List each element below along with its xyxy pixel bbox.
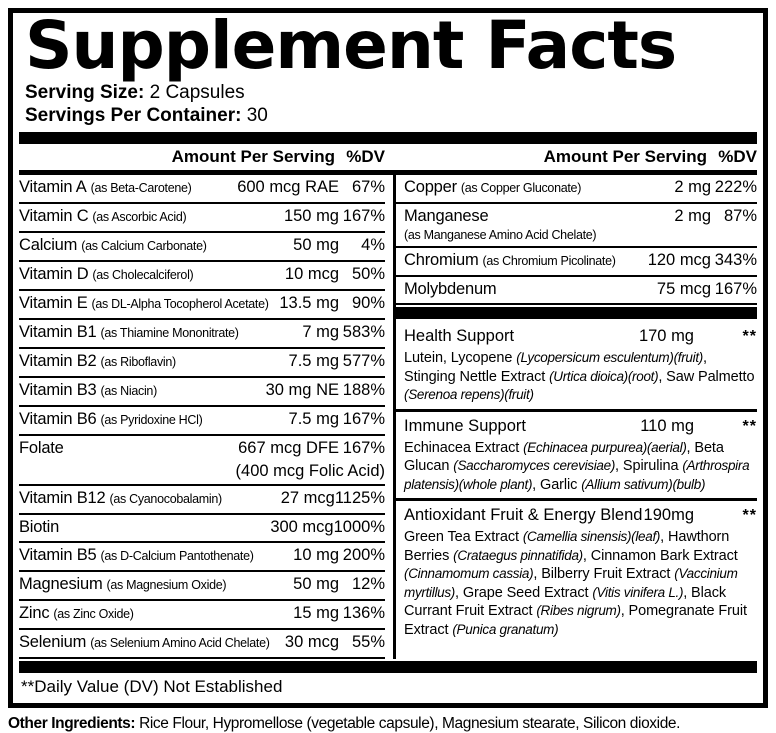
nutrient-row [19,233,385,262]
nutrient-amount: 2 mg [674,207,711,226]
blend-name: Immune Support [404,416,526,435]
nutrient-row [19,407,385,436]
blend-amount: 170 mg [638,327,694,346]
bottom-divider-bar [19,661,757,673]
nutrient-dv: 1125% [334,489,385,508]
ingredient-text: , Grape Seed Extract [455,584,593,601]
botanical-name: (Serenoa repens)(fruit) [404,387,534,403]
nutrient-form: (as Selenium Amino Acid Chelate) [90,636,270,651]
nutrient-name: Vitamin A (as Beta-Carotene) [19,178,192,197]
botanical-name: (Ribes nigrum) [536,603,621,619]
other-ingredients-label: Other Ingredients: [8,715,136,733]
nutrient-form: (as Copper Gluconate) [460,181,582,196]
nutrient-amount: 50 mg [293,575,339,594]
nutrient-row-line [404,177,757,199]
nutrient-dv: 90% [351,294,385,313]
nutrient-dv: 577% [342,352,385,371]
nutrient-amount: 10 mcg [284,265,339,284]
nutrient-row [19,320,385,349]
nutrient-row [19,175,385,204]
servings-per-container-value: 30 [246,105,268,127]
nutrient-dv: 200% [342,546,385,565]
serving-size-value: 2 Capsules [149,82,245,104]
ingredient-text: Lutein, Lycopene [404,350,517,367]
nutrient-row-line [19,177,385,199]
blend-header [404,415,757,438]
botanical-name: (Allium sativum)(bulb) [581,476,706,492]
blend-name: Antioxidant Fruit & Energy Blend [404,506,643,525]
nutrient-name: Folate [19,439,64,458]
nutrient-dv: 4% [361,236,385,255]
nutrient-row [19,262,385,291]
nutrient-dv: 583% [342,323,385,342]
left-column-header [19,147,393,167]
nutrient-form: (as Pyridoxine HCl) [100,413,203,428]
nutrient-dv: 136% [342,604,385,623]
nutrient-form: (as Beta-Carotene) [90,181,192,196]
top-divider-bar [19,132,757,144]
nutrient-row [396,248,757,277]
nutrient-amount: 7.5 mg [288,410,339,429]
nutrient-amount: 600 mcg RAE [237,178,339,197]
botanical-name: (Arthrospira platensis)(whole plant) [404,458,750,492]
nutrient-amount: 75 mcg [656,280,711,299]
nutrient-dv: 188% [342,381,385,400]
botanical-name: (Vitis vinifera L.) [592,584,684,600]
nutrient-row-line [19,603,385,625]
nutrient-form: (as Cholecalciferol) [92,268,194,283]
nutrient-row [396,277,757,305]
panel-title: Supplement Facts [25,7,677,84]
ingredient-text: , Pomegranate Fruit Extract [404,603,747,638]
nutrient-row-line [19,517,385,538]
ingredient-text: , Beta Glucan [404,439,724,475]
blend-dv-asterisks: ** [742,328,757,346]
nutrient-amount: 30 mcg [284,633,339,652]
botanical-name: (Urtica dioica)(root) [549,368,659,384]
nutrient-row [19,436,385,486]
blend-amount: 110 mg [640,416,694,435]
nutrient-dv: 12% [351,575,385,594]
ingredient-text: , Garlic [532,476,582,493]
servings-per-container-label: Servings Per Container: [25,105,242,127]
botanical-name: (Cinnamomum cassia) [404,566,534,582]
blend-header [404,504,757,527]
nutrient-row-line [19,545,385,567]
blend-ingredients [404,527,757,639]
nutrient-amount: 10 mg [293,546,339,565]
botanical-name: (Punica granatum) [452,621,559,637]
nutrient-dv: 167% [342,439,385,458]
nutrient-amount: 7 mg [302,323,339,342]
nutrient-amount: 50 mg [293,236,339,255]
dv-header: %DV [346,147,385,167]
nutrient-row-line [19,409,385,431]
nutrient-row [19,543,385,572]
nutrient-row [19,291,385,320]
nutrient-form: (as Calcium Carbonate) [81,239,207,254]
botanical-name: (Crataegus pinnatifida) [453,547,583,563]
nutrient-amount: 120 mcg [647,251,711,270]
nutrient-row [19,515,385,543]
right-column-header [393,147,757,167]
blend-name: Health Support [404,327,515,346]
nutrient-form: (as Magnesium Oxide) [106,578,227,593]
nutrient-row-line [19,488,385,510]
nutrient-amount: 27 mcg [280,489,335,508]
amount-per-serving-header: Amount Per Serving [171,147,335,167]
nutrient-form: (as Cyanocobalamin) [109,492,222,507]
nutrient-name: Calcium (as Calcium Carbonate) [19,236,207,255]
nutrient-form: (as Chromium Picolinate) [482,254,616,269]
nutrient-row [19,572,385,601]
right-nutrient-column [393,175,757,659]
ingredient-text: , Bilberry Fruit Extract [533,566,675,583]
nutrient-dv: 167% [342,207,385,226]
nutrient-form: (as D-Calcium Pantothenate) [100,549,254,564]
nutrient-name: Vitamin B6 (as Pyridoxine HCl) [19,410,203,429]
other-ingredients-line [8,715,768,733]
nutrient-name: Chromium (as Chromium Picolinate) [404,251,616,270]
nutrient-row-line [19,293,385,315]
daily-value-footnote: **Daily Value (DV) Not Established [21,677,283,697]
nutrient-form: (as Riboflavin) [100,355,176,370]
ingredient-text: , Cinnamon Bark Extract [582,547,738,564]
amount-per-serving-header: Amount Per Serving [543,147,707,167]
nutrient-row-line [19,574,385,596]
ingredient-text: Green Tea Extract [404,529,523,546]
left-nutrient-column [19,175,393,659]
nutrient-amount: 7.5 mg [288,352,339,371]
nutrient-name: Vitamin B12 (as Cyanocobalamin) [19,489,222,508]
other-ingredients-text: Rice Flour, Hypromellose (vegetable capsule), Magnesium stearate, Silicon dioxide. [135,715,681,733]
nutrient-row [19,630,385,659]
nutrient-dv: 67% [351,178,385,197]
botanical-name: (Saccharomyces cerevisiae) [453,458,616,474]
nutrient-columns [19,175,757,659]
ingredient-text: , Spirulina [615,458,683,475]
blend-dv-asterisks: ** [742,417,757,435]
nutrient-name: Vitamin C (as Ascorbic Acid) [19,207,187,226]
blend-section [396,498,757,643]
nutrient-row-line [19,438,385,459]
nutrient-row-line [19,235,385,257]
nutrient-name: Zinc (as Zinc Oxide) [19,604,134,623]
ingredient-text: , Stinging Nettle Extract [404,350,707,385]
ingredient-text: , Hawthorn Berries [404,529,730,564]
nutrient-row [396,204,757,248]
blend-ingredients [404,348,757,405]
nutrient-row-line [19,351,385,373]
nutrient-row [19,349,385,378]
blend-amount: 190mg [643,506,694,525]
nutrient-amount: 150 mg [283,207,339,226]
nutrient-amount-secondary: (400 mcg Folic Acid) [235,462,385,481]
nutrient-dv: 167% [342,410,385,429]
blends-divider-bar [396,307,757,319]
nutrient-dv: 222% [714,178,757,197]
nutrient-amount: 667 mcg DFE [238,439,339,458]
nutrient-name: Vitamin B2 (as Riboflavin) [19,352,176,371]
nutrient-name: Vitamin B5 (as D-Calcium Pantothenate) [19,546,254,565]
nutrient-form: (as DL-Alpha Tocopherol Acetate) [91,297,269,312]
nutrient-name: Vitamin B3 (as Niacin) [19,381,157,400]
nutrient-name: Magnesium (as Magnesium Oxide) [19,575,227,594]
nutrient-dv: 55% [351,633,385,652]
blend-dv-asterisks: ** [742,507,757,525]
nutrient-name: Manganese [404,207,489,226]
dv-header: %DV [718,147,757,167]
botanical-name: (Camellia sinensis)(leaf) [522,529,661,545]
nutrient-name: Copper (as Copper Gluconate) [404,178,582,197]
nutrient-row-line [19,206,385,228]
serving-size-line [25,81,757,104]
nutrient-name: Biotin [19,518,60,537]
nutrient-dv: 1000% [333,518,385,537]
nutrient-row [19,486,385,515]
nutrient-row-line [19,632,385,654]
nutrient-row-line [404,250,757,272]
botanical-name: (Echinacea purpurea)(aerial) [523,439,687,455]
nutrient-row-line [19,264,385,286]
blend-section [396,322,757,409]
nutrient-row-line [19,322,385,344]
nutrient-form: (as Thiamine Mononitrate) [100,326,239,341]
nutrient-row [19,378,385,407]
nutrient-amount: 30 mg NE [265,381,339,400]
nutrient-row [19,601,385,630]
nutrient-form: (as Manganese Amino Acid Chelate) [404,228,597,243]
nutrient-row [396,175,757,204]
nutrient-amount: 2 mg [674,178,711,197]
nutrient-row-line [404,279,757,300]
blend-ingredients [404,438,757,495]
nutrient-dv: 50% [351,265,385,284]
nutrient-form: (as Ascorbic Acid) [92,210,187,225]
nutrient-form: (as Niacin) [100,384,157,399]
nutrient-row [19,204,385,233]
ingredient-text: Echinacea Extract [404,439,524,456]
nutrient-amount: 13.5 mg [279,294,339,313]
nutrient-name: Vitamin B1 (as Thiamine Mononitrate) [19,323,239,342]
column-headers [19,144,757,170]
nutrient-name: Selenium (as Selenium Amino Acid Chelate) [19,633,270,652]
nutrient-name: Vitamin E (as DL-Alpha Tocopherol Acetate) [19,294,269,313]
nutrient-name: Molybdenum [404,280,497,299]
nutrient-dv: 343% [714,251,757,270]
nutrient-name: Vitamin D (as Cholecalciferol) [19,265,194,284]
blend-section [396,409,757,499]
nutrient-dv: 167% [714,280,757,299]
servings-per-container-line [25,104,757,127]
serving-size-label: Serving Size: [25,82,145,104]
ingredient-text: , Black Currant Fruit Extract [404,584,727,620]
nutrient-dv: 87% [723,207,757,226]
nutrient-amount: 300 mcg [270,518,334,537]
nutrient-amount: 15 mg [293,604,339,623]
botanical-name: (Lycopersicum esculentum)(fruit) [516,350,703,366]
nutrient-row-line [19,380,385,402]
nutrient-form: (as Zinc Oxide) [53,607,134,622]
botanical-name: (Vaccinium myrtillus) [404,566,738,600]
blend-header [404,325,757,348]
ingredient-text: , Saw Palmetto [658,368,755,385]
nutrient-row-line [404,206,757,227]
supplement-facts-panel [8,8,768,708]
